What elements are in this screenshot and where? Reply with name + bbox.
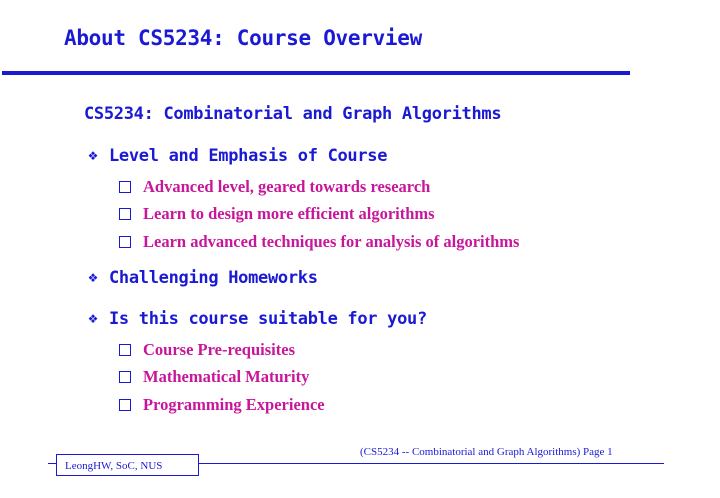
bullet-homeworks (86, 268, 318, 288)
list-item-label: Learn advanced techniques for analysis of algorithms (143, 232, 520, 251)
bullet-label: Is this course suitable for you? (109, 309, 427, 329)
footer-author: LeongHW, SoC, NUS (56, 454, 199, 476)
square-checkbox-icon (119, 181, 131, 193)
diamond-bullet-icon: ❖ (87, 312, 99, 326)
square-checkbox-icon (119, 371, 131, 383)
footer-caption: (CS5234 -- Combinatorial and Graph Algorithms) Page 1 (360, 446, 613, 458)
slide-title: About CS5234: Course Overview (64, 26, 422, 50)
list-item (119, 204, 435, 224)
diamond-bullet-icon: ❖ (87, 149, 99, 163)
list-item-label: Mathematical Maturity (143, 367, 310, 386)
bullet-label: Challenging Homeworks (109, 268, 318, 288)
diamond-bullet-icon: ❖ (87, 271, 99, 285)
square-checkbox-icon (119, 344, 131, 356)
bullet-suitable (86, 309, 427, 329)
square-checkbox-icon (119, 208, 131, 220)
list-item-label: Course Pre-requisites (143, 340, 295, 359)
course-subtitle: CS5234: Combinatorial and Graph Algorithms (84, 104, 502, 124)
bullet-label: Level and Emphasis of Course (109, 146, 388, 166)
list-item-label: Programming Experience (143, 395, 325, 414)
list-item-label: Learn to design more efficient algorithms (143, 204, 435, 223)
list-item (119, 232, 519, 252)
square-checkbox-icon (119, 399, 131, 411)
square-checkbox-icon (119, 236, 131, 248)
list-item (119, 177, 430, 197)
list-item (119, 395, 325, 415)
bullet-level-emphasis (86, 146, 387, 166)
list-item-label: Advanced level, geared towards research (143, 177, 431, 196)
title-underline (2, 71, 630, 75)
list-item (119, 340, 295, 360)
list-item (119, 367, 309, 387)
